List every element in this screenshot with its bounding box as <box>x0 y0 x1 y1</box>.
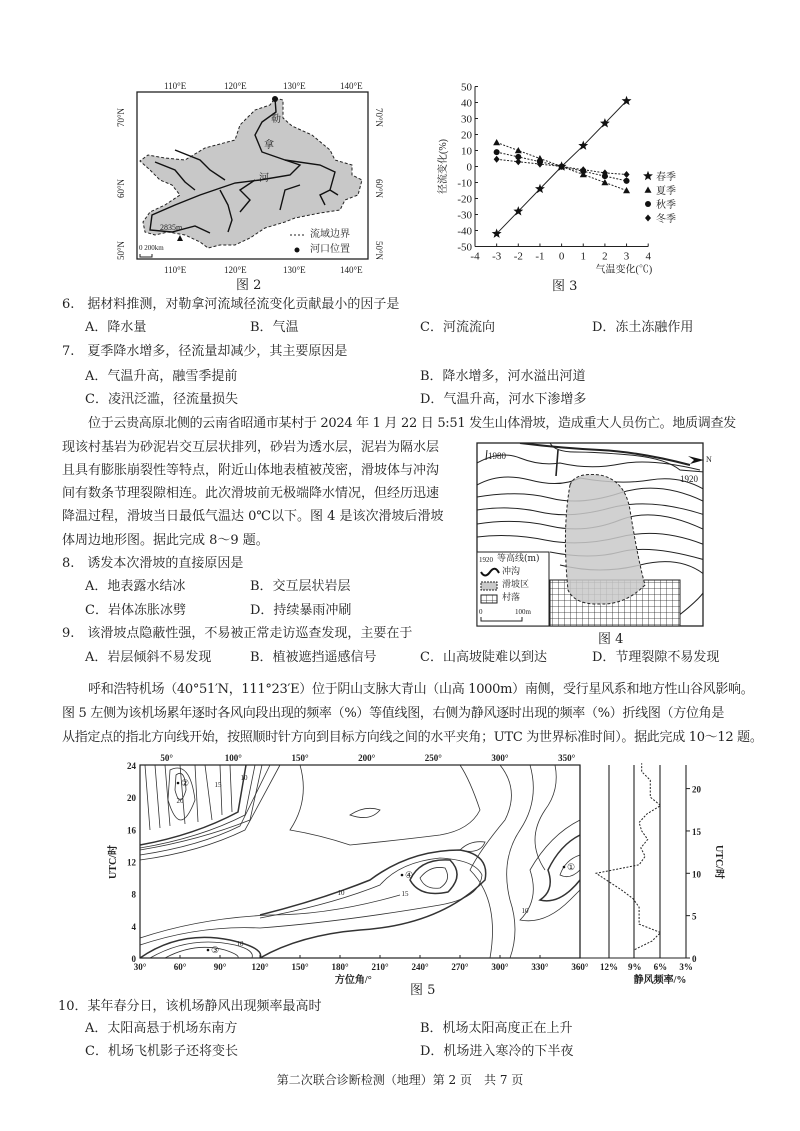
lat-label: 70°N <box>374 107 385 128</box>
contour-label-1980: 1980 <box>488 451 506 461</box>
question-8-stem: 8. 诱发本次滑坡的直接原因是 <box>62 556 244 571</box>
legend-slide: 滑坡区 <box>502 580 530 590</box>
q6-option-b[interactable]: B．气温 <box>250 320 299 335</box>
y-tick-label: 24 <box>127 761 136 772</box>
lat-label: 70°N <box>116 107 127 128</box>
point-dot <box>207 949 210 952</box>
q6-option-d[interactable]: D．冻土冻融作用 <box>592 320 694 335</box>
contour-label: 20 <box>176 797 184 805</box>
y-tick-label: 40 <box>461 97 472 110</box>
lon-label-top: 120°E <box>224 81 247 91</box>
top-tick-label: 250° <box>424 753 442 763</box>
legend-village: 村落 <box>502 593 521 603</box>
calm-y-axis-label: UTC/时 <box>713 845 724 879</box>
point-dot <box>401 874 404 877</box>
lon-label-bottom: 130°E <box>283 265 306 275</box>
y-tick-label: 0 <box>466 161 472 174</box>
calm-x-axis-label: 静风频率/% <box>633 975 687 986</box>
contour-label-1920: 1920 <box>680 474 698 484</box>
bottom-tick-label: 330° <box>531 962 549 972</box>
y-tick-label: 50 <box>461 81 472 94</box>
legend-label: 春季 <box>656 172 676 183</box>
q10-option-a[interactable]: A．太阳高悬于机场东南方 <box>85 1021 238 1036</box>
contour-lines <box>140 765 580 958</box>
top-tick-label: 100° <box>224 753 242 763</box>
figure-4-caption: 图 4 <box>598 632 624 647</box>
y-tick-label: 12 <box>127 857 136 868</box>
bottom-tick-label: 180° <box>331 962 349 972</box>
y-tick-label: -40 <box>457 225 472 238</box>
calm-y-tick-label: 10 <box>692 869 701 880</box>
passage-1-line: 位于云贵高原北侧的云南省昭通市某村于 2024 年 1 月 22 日 5:51 发生山体滑坡，造成重大人员伤亡。地质调查发 <box>88 416 736 431</box>
figure-2-caption: 图 2 <box>236 278 262 293</box>
top-tick-label: 200° <box>358 753 376 763</box>
y-tick-label: 30 <box>461 113 472 126</box>
x-axis-label: 气温变化(℃) <box>595 264 653 276</box>
y-tick-label: 20 <box>461 129 472 142</box>
contour-label: 15 <box>214 781 222 789</box>
calm-y-tick-label: 20 <box>692 784 701 795</box>
point-marker: ③ <box>210 945 220 955</box>
x-tick-label: 0 <box>558 250 565 263</box>
q8-option-c[interactable]: C．岩体冻胀冰劈 <box>85 603 186 618</box>
bottom-tick-label: 300° <box>491 962 509 972</box>
lon-label-top: 140°E <box>340 81 363 91</box>
calm-y-tick-label: 15 <box>692 826 701 837</box>
river-char: 河 <box>259 173 269 184</box>
legend-contour-sample: 1920 <box>479 556 493 564</box>
scale-zero: 0 <box>479 608 483 616</box>
contour-label: 15 <box>401 890 409 898</box>
calm-frequency-line <box>596 763 661 949</box>
contour-label: 10 <box>240 774 248 782</box>
point-dot <box>563 866 566 869</box>
top-tick-label: 350° <box>558 753 576 763</box>
q7-option-d[interactable]: D．气温升高，河水下渗增多 <box>420 392 587 407</box>
x-tick-label: 3 <box>623 250 630 263</box>
lon-label-bottom: 120°E <box>224 265 247 275</box>
calm-x-tick-label: 3% <box>679 962 693 972</box>
top-tick-label: 50° <box>160 753 173 763</box>
calm-x-tick-label: 12% <box>600 962 618 972</box>
q6-option-c[interactable]: C．河流流向 <box>420 320 495 335</box>
bottom-tick-label: 360° <box>571 962 589 972</box>
bottom-tick-label: 90° <box>213 962 227 972</box>
bottom-tick-label: 210° <box>371 962 389 972</box>
contour-label: 10 <box>521 907 529 915</box>
question-10-stem: 10．某年春分日，该机场静风出现频率最高时 <box>58 999 322 1014</box>
y-tick-label: -30 <box>457 209 472 222</box>
scale-label: 0 200km <box>139 244 164 252</box>
point-marker: ④ <box>404 870 414 880</box>
passage-2-line: 图 5 左侧为该机场累年逐时各风向段出现的频率（%）等值线图，右侧为静风逐时出现的频率（%）折线图（方位角是 <box>62 706 725 721</box>
question-6-stem: 6. 据材料推测，对勒拿河流域径流变化贡献最小的因子是 <box>62 297 400 312</box>
legend-label: 夏季 <box>656 186 676 197</box>
legend-label: 冬季 <box>656 214 676 225</box>
x-tick-label: 1 <box>580 250 586 263</box>
passage-1-line: 间有数条节理裂隙相连。此次滑坡前无极端降水情况，但经历迅速 <box>62 486 440 501</box>
q10-option-b[interactable]: B．机场太阳高度正在上升 <box>420 1021 573 1036</box>
q9-option-b[interactable]: B．植被遮挡遥感信号 <box>250 650 377 665</box>
x-tick-label: -3 <box>492 250 502 263</box>
lon-label-top: 110°E <box>164 81 187 91</box>
y-tick-label: 8 <box>131 889 136 900</box>
lat-label: 50°N <box>374 240 385 261</box>
y-tick-label: -20 <box>457 193 472 206</box>
x-tick-label: -1 <box>535 250 545 263</box>
y-tick-label: 20 <box>127 793 136 804</box>
contour-label: 10 <box>337 889 345 897</box>
river-char: 勒 <box>271 114 281 125</box>
figure-3-caption: 图 3 <box>552 279 578 294</box>
q8-option-b[interactable]: B．交互层状岩层 <box>250 579 351 594</box>
y-tick-label: 16 <box>127 825 136 836</box>
y-axis-label: 径流变化(%) <box>438 139 449 194</box>
q7-option-c[interactable]: C．凌汛泛滥，径流量损失 <box>85 392 238 407</box>
point-marker: ② <box>180 778 190 788</box>
point-dot <box>177 782 180 785</box>
y-tick-label: -10 <box>457 177 472 190</box>
legend-mouth: 河口位置 <box>310 244 350 255</box>
q7-option-a[interactable]: A．气温升高，融雪季提前 <box>85 369 238 384</box>
legend-contour: 等高线(m) <box>497 554 540 564</box>
legend-boundary: 流域边界 <box>310 229 350 240</box>
question-9-stem: 9. 该滑坡点隐蔽性强，不易被正常走访巡查发现，主要在于 <box>62 626 413 641</box>
calm-x-tick-label: 9% <box>627 962 642 972</box>
passage-1-line: 且具有膨胀崩裂性等特点，附近山体地表植被茂密，滑坡体与冲沟 <box>62 463 440 478</box>
q9-option-a[interactable]: A．岩层倾斜不易发现 <box>85 650 212 665</box>
north-label: N <box>706 455 712 464</box>
passage-2-line: 呼和浩特机场（40°51′N，111°23′E）位于阴山支脉大青山（山高 1000m）南侧，受行星风系和地方性山谷风影响。 <box>88 682 754 697</box>
lat-label: 60°N <box>374 178 385 199</box>
x-tick-label: -4 <box>470 250 480 263</box>
lat-label: 60°N <box>116 178 127 199</box>
x-axis-label: 方位角/° <box>334 975 372 986</box>
calm-y-tick-label: 5 <box>692 911 697 922</box>
lon-label-bottom: 140°E <box>340 265 363 275</box>
calm-y-tick-label: 0 <box>692 954 697 964</box>
q8-option-a[interactable]: A．地表露水结冰 <box>85 579 186 594</box>
bottom-tick-label: 150° <box>291 962 309 972</box>
passage-1-line: 体周边地形图。据此完成 8～9 题。 <box>62 533 269 548</box>
passage-1-line: 现该村基岩为砂泥岩交互层状排列，砂岩为透水层，泥岩为隔水层 <box>62 440 440 455</box>
y-tick-label: 4 <box>131 921 136 932</box>
q9-option-c[interactable]: C．山高坡陡难以到达 <box>420 650 547 665</box>
top-tick-label: 150° <box>291 753 309 763</box>
y-tick-label: -50 <box>457 241 472 254</box>
contour-label: 10 <box>236 940 244 948</box>
figure-5-caption: 图 5 <box>410 983 436 998</box>
x-tick-label: -2 <box>513 250 523 263</box>
q6-option-a[interactable]: A．降水量 <box>85 320 147 335</box>
page-footer: 第二次联合诊断检测（地理）第 2 页 共 7 页 <box>276 1073 524 1087</box>
q7-option-b[interactable]: B．降水增多，河水溢出河道 <box>420 369 586 384</box>
legend-label: 秋季 <box>656 200 676 211</box>
q10-option-d[interactable]: D．机场进入寒冷的下半夜 <box>420 1044 574 1059</box>
passage-1-line: 降温过程，滑坡当日最低气温达 0℃以下。图 4 是该次滑坡后滑坡 <box>62 509 444 524</box>
x-tick-label: 2 <box>602 250 608 263</box>
q9-option-d[interactable]: D．节理裂隙不易发现 <box>592 650 720 665</box>
point-marker: ① <box>566 862 576 872</box>
lon-label-top: 130°E <box>283 81 306 91</box>
x-tick-label: 4 <box>645 250 651 263</box>
bottom-tick-label: 30° <box>133 962 147 972</box>
top-tick-label: 300° <box>491 753 509 763</box>
calm-x-tick-label: 6% <box>653 962 668 972</box>
lat-label: 50°N <box>116 240 127 261</box>
bottom-tick-label: 60° <box>173 962 187 972</box>
bottom-tick-label: 240° <box>411 962 429 972</box>
river-char: 拿 <box>264 140 274 151</box>
bottom-tick-label: 120° <box>251 962 269 972</box>
bottom-tick-label: 270° <box>451 962 469 972</box>
question-7-stem: 7. 夏季降水增多，径流量却减少，其主要原因是 <box>62 344 348 359</box>
legend-gully: 冲沟 <box>502 567 521 577</box>
q10-option-c[interactable]: C．机场飞机影子还将变长 <box>85 1044 238 1059</box>
y-tick-label: 0 <box>131 954 136 964</box>
lon-label-bottom: 110°E <box>164 265 187 275</box>
peak-label: 2835m <box>160 223 183 232</box>
passage-2-line: 从指定点的指北方向线开始，按照顺时针方向到目标方向线之间的水平夹角；UTC 为世界标准时间）。据此完成 10～12 题。 <box>62 730 763 745</box>
y-axis-label: UTC/时 <box>108 845 119 879</box>
calm-panel-frame <box>580 765 686 958</box>
scale-100m: 100m <box>515 608 531 616</box>
q8-option-d[interactable]: D．持续暴雨冲刷 <box>250 603 352 618</box>
y-tick-label: 10 <box>461 145 472 158</box>
